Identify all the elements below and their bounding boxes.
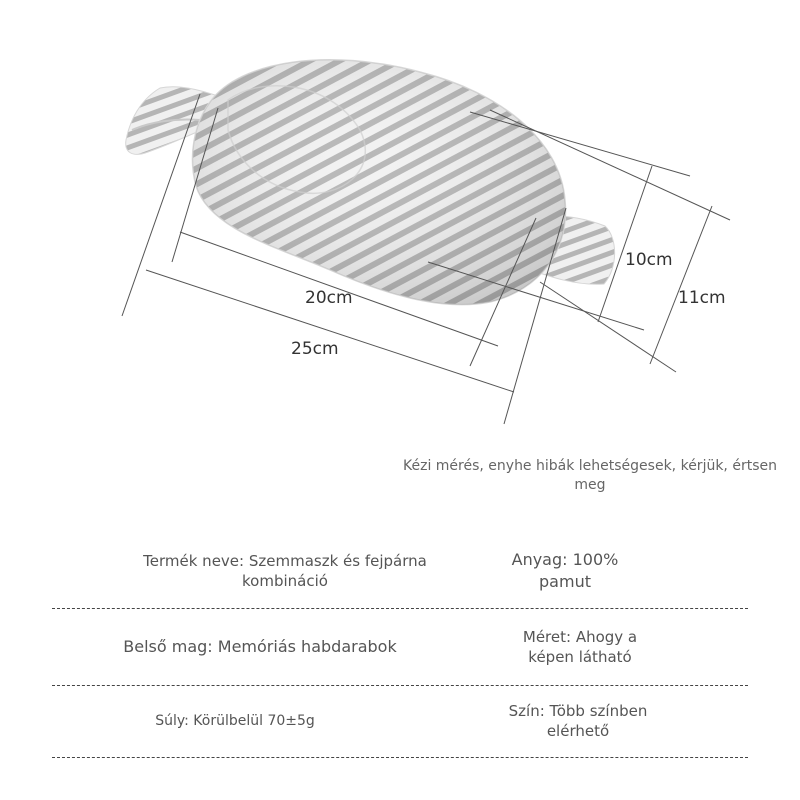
divider xyxy=(52,608,748,609)
spec-size: Méret: Ahogy a képen látható xyxy=(522,628,638,666)
divider xyxy=(52,757,748,758)
spec-core: Belső mag: Memóriás habdarabok xyxy=(123,637,397,656)
spec-color: Szín: Több színben elérhető xyxy=(508,702,648,740)
mask-body xyxy=(192,60,565,305)
spec-material: Anyag: 100% pamut xyxy=(511,550,619,591)
length-inner-label: 20cm xyxy=(305,288,353,308)
divider xyxy=(52,685,748,686)
height-outer-label: 11cm xyxy=(678,288,726,308)
spec-product-name: Termék neve: Szemmaszk és fejpárna kombináció xyxy=(143,552,427,590)
height-inner-label: 10cm xyxy=(625,250,673,270)
spec-weight: Súly: Körülbelül 70±5g xyxy=(155,713,315,729)
length-outer-label: 25cm xyxy=(291,339,339,359)
measurement-note: Kézi mérés, enyhe hibák lehetségesek, kérjük, értsen meg xyxy=(403,458,777,493)
